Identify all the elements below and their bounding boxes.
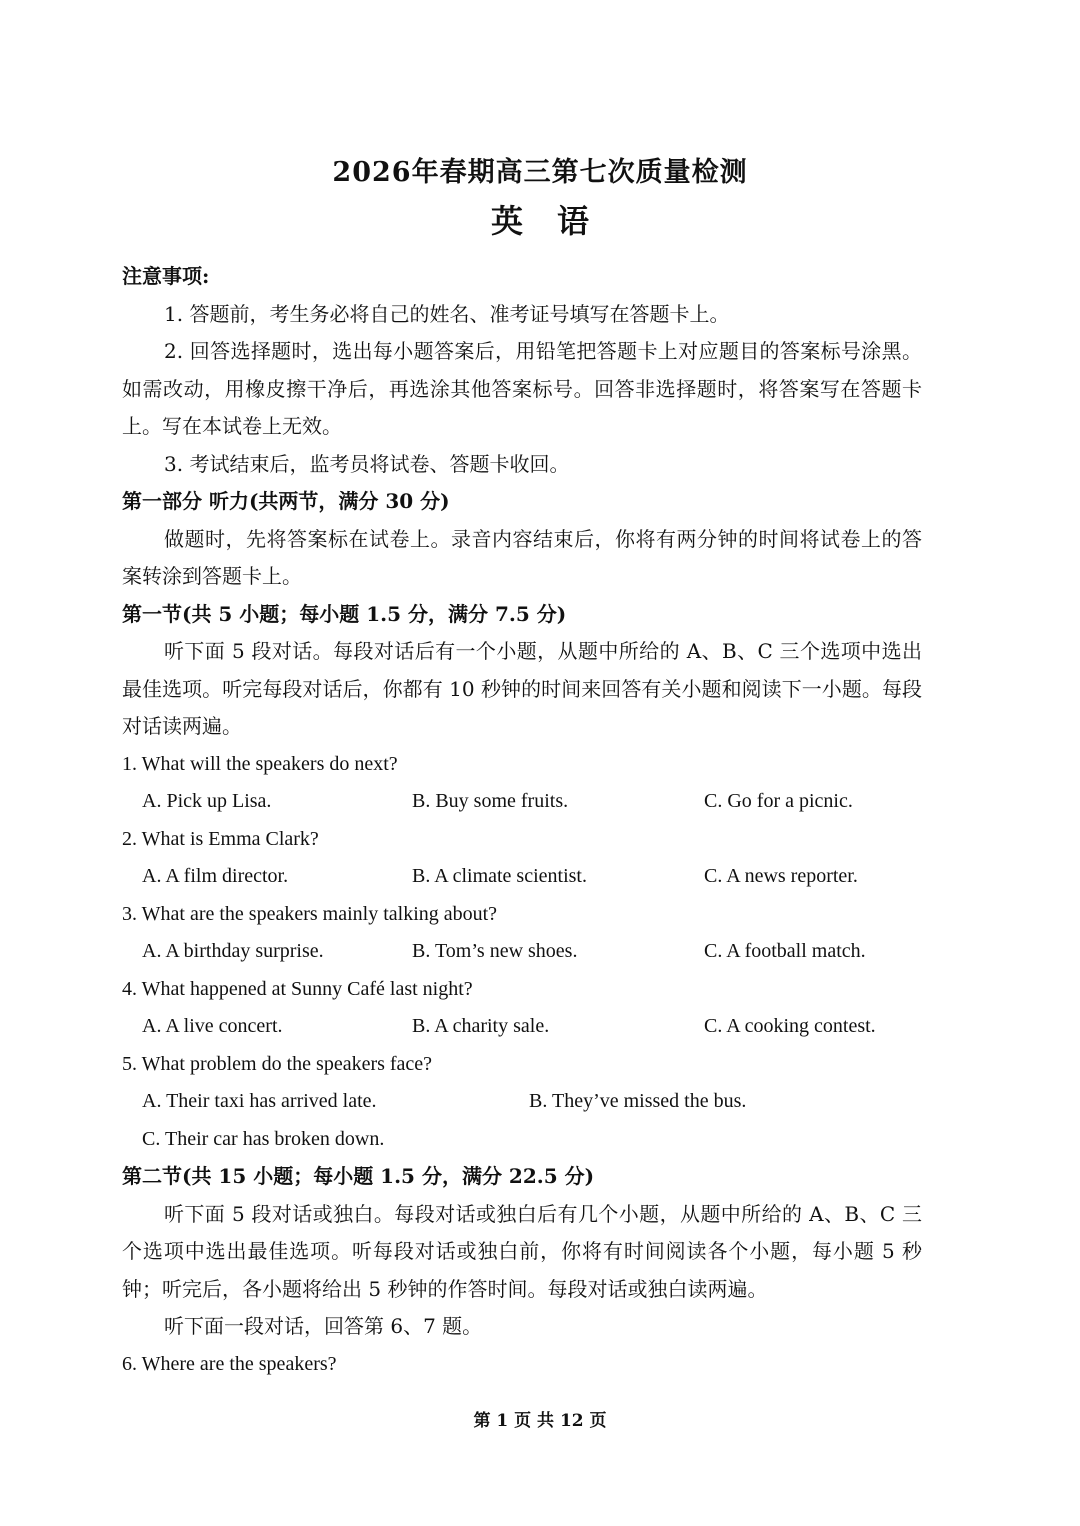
option-a: A. Pick up Lisa. [142,790,272,812]
option-b: B. A charity sale. [412,1015,550,1037]
notice-item-2: 2. 回答选择题时，选出每小题答案后，用铅笔把答题卡上对应题目的答案标号涂黑。如需改动，用橡皮擦干净后，再选涂其他答案标号。回答非选择题时，将答案写在答题卡上。写在本试卷上无效。 [122,339,922,438]
question-5-options-row2 [122,1121,922,1159]
section2-heading: 第二节(共 15 小题；每小题 1.5 分，满分 22.5 分) [122,1164,595,1188]
subject-char-1: 英 [490,202,523,240]
part1-intro: 做题时，先将答案标在试卷上。录音内容结束后，你将有两分钟的时间将试卷上的答案转涂到答题卡上。 [122,526,922,588]
question-5-options [122,1083,922,1121]
section2-intro: 听下面 5 段对话或独白。每段对话或独白后有几个小题，从题中所给的 A、B、C 三个选项中选出最佳选项。听每段对话或独白前，你将有时间阅读各个小题，每小题 5 秒钟；听完后，各小题将给出 5 秒钟的作答时间。每段对话或独白读两遍。 [122,1201,922,1301]
question-4: 4. What happened at Sunny Café last night? [122,977,473,1000]
option-b: B. They’ve missed the bus. [529,1090,747,1112]
question-2-options [122,858,922,896]
notice-heading: 注意事项: [122,264,210,288]
question-5: 5. What problem do the speakers face? [122,1052,433,1075]
question-6: 6. Where are the speakers? [122,1352,337,1375]
section1-intro: 听下面 5 段对话。每段对话后有一个小题，从题中所给的 A、B、C 三个选项中选出最佳选项。听完每段对话后，你都有 10 秒钟的时间来回答有关小题和阅读下一小题。每段对话读两遍。 [122,639,922,738]
notice-item-1: 1. 答题前，考生务必将自己的姓名、准考证号填写在答题卡上。 [164,301,730,326]
option-b: B. Buy some fruits. [412,790,569,812]
notice-item-3: 3. 考试结束后，监考员将试卷、答题卡收回。 [164,451,570,476]
section1-heading: 第一节(共 5 小题；每小题 1.5 分，满分 7.5 分) [122,601,567,626]
option-c: C. A news reporter. [704,865,858,887]
option-c: C. A cooking contest. [704,1015,876,1037]
page-number: 第 1 页 共 12 页 [473,1411,607,1431]
subject-title [0,196,1080,242]
option-a: A. A birthday surprise. [142,940,324,962]
option-a: A. Their taxi has arrived late. [142,1090,377,1112]
option-a: A. A film director. [142,865,289,887]
question-3: 3. What are the speakers mainly talking about? [122,902,498,925]
option-b: B. Tom’s new shoes. [412,940,578,962]
option-c: C. A football match. [704,940,866,962]
question-1-options [122,783,922,821]
option-a: A. A live concert. [142,1015,283,1037]
dialog-intro: 听下面一段对话，回答第 6、7 题。 [164,1314,483,1338]
exam-content [122,258,922,1383]
question-2: 2. What is Emma Clark? [122,827,319,850]
option-c: C. Go for a picnic. [704,790,853,812]
option-b: B. A climate scientist. [412,865,587,887]
question-1: 1. What will the speakers do next? [122,752,398,775]
exam-title: 2026年春期高三第七次质量检测 [332,157,748,188]
part1-heading: 第一部分 听力(共两节，满分 30 分) [122,489,450,513]
question-3-options [122,933,922,971]
question-4-options [122,1008,922,1046]
option-c: C. Their car has broken down. [142,1127,385,1150]
subject-char-2: 语 [557,202,590,240]
